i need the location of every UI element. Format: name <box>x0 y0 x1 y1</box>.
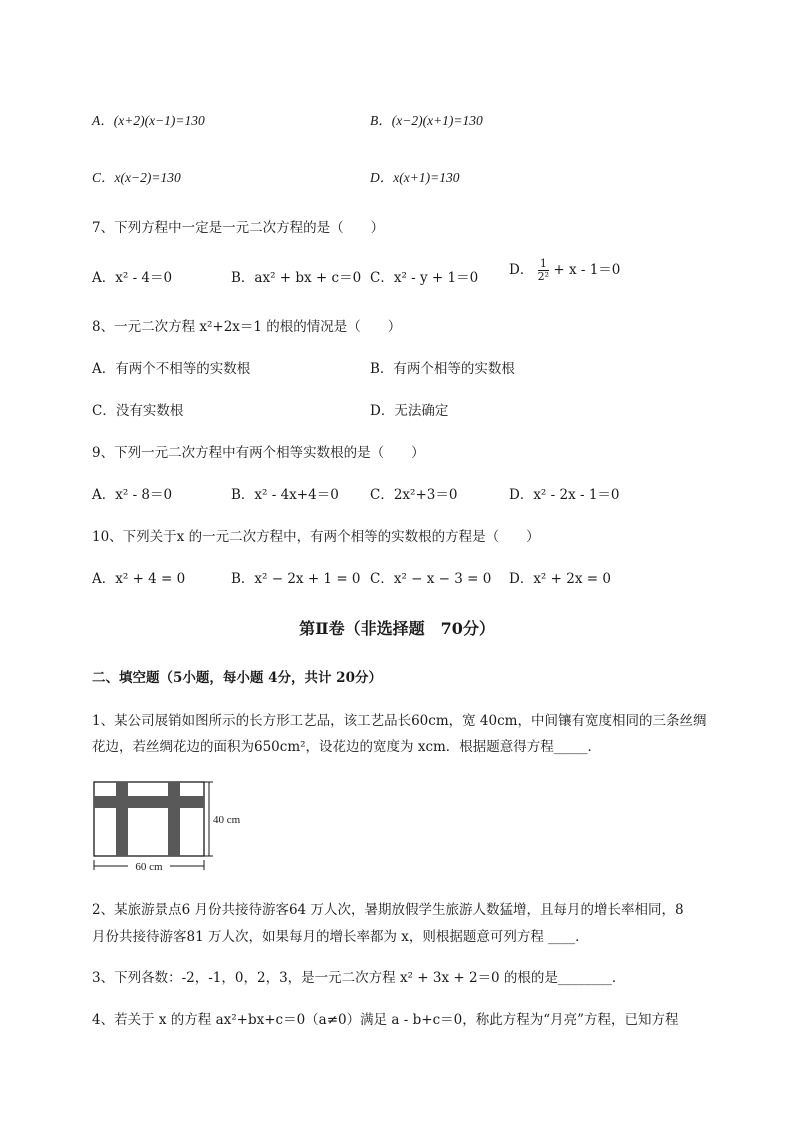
horizontal-strip <box>94 796 204 808</box>
q7-fraction-numerator: 1 <box>538 258 549 271</box>
q9-stem: 9、下列一元二次方程中有两个相等实数根的是（ ） <box>92 445 425 461</box>
q10-option-c: C．x² − x − 3 = 0 <box>370 571 492 587</box>
q10-option-d: D．x² + 2x = 0 <box>509 571 611 587</box>
q8-option-d: D．无法确定 <box>370 403 449 419</box>
q7-option-a: A．x² - 4＝0 <box>92 270 173 286</box>
q10-option-a: A．x² + 4 = 0 <box>92 571 186 587</box>
q8-option-a: A．有两个不相等的实数根 <box>92 361 251 377</box>
craft-outline <box>94 782 204 856</box>
height-label: 40 cm <box>213 814 241 826</box>
q7-option-d <box>509 258 620 283</box>
fill4-line1: 4、若关于 x 的方程 ax²+bx+c＝0（a≠0）满足 a - b+c＝0，称此方程为“月亮”方程，已知方程 <box>92 1012 679 1028</box>
vertical-strip-left <box>116 782 128 856</box>
fill2-line1: 2、某旅游景点6 月份共接待游客64 万人次，暑期放假学生旅游人数猛增，且每月的增长率相同，8 <box>92 902 684 918</box>
q7-option-d-suffix: + x - 1＝0 <box>553 262 621 278</box>
q9-option-a: A．x² - 8＝0 <box>92 487 173 503</box>
fill2-line2: 月份共接待游客81 万人次，如果每月的增长率都为 x，则根据题意可列方程 ____． <box>92 929 589 945</box>
section-two-heading: 二、填空题（5小题，每小题 4分，共计 20分） <box>92 670 382 686</box>
q6-option-c: C．x(x−2)=130 <box>92 170 181 185</box>
q8-stem: 8、一元二次方程 x²+2x＝1 的根的情况是（ ） <box>92 319 402 335</box>
q9-option-b: B．x² - 4x+4＝0 <box>231 487 339 503</box>
q10-stem: 10、下列关于x 的一元二次方程中，有两个相等的实数根的方程是（ ） <box>92 529 540 545</box>
q8-option-c: C．没有实数根 <box>92 403 184 419</box>
q9-option-d: D．x² - 2x - 1＝0 <box>509 487 620 503</box>
q8-option-b: B．有两个相等的实数根 <box>370 361 515 377</box>
fill1-line2: 花边，若丝绸花边的面积为650cm²，设花边的宽度为 xcm．根据题意得方程_____． <box>92 739 602 755</box>
width-label: 60 cm <box>135 861 163 872</box>
q9-option-c: C．2x²+3＝0 <box>370 487 458 503</box>
part-two-title: 第Ⅱ卷（非选择题 70分） <box>299 619 495 638</box>
q7-option-b: B．ax² + bx + c＝0 <box>231 270 362 286</box>
q10-option-b: B．x² − 2x + 1 = 0 <box>231 571 361 587</box>
q7-option-d-prefix: D． <box>509 262 534 278</box>
q7-option-d-fraction <box>538 258 549 283</box>
fill3-line1: 3、下列各数：-2，-1，0，2，3，是一元二次方程 x² + 3x + 2＝0 的根的是________． <box>92 970 626 986</box>
q6-option-b: B．(x−2)(x+1)=130 <box>370 113 483 128</box>
q6-option-a: A．(x+2)(x−1)=130 <box>92 113 205 128</box>
fill1-line1: 1、某公司展销如图所示的长方形工艺品，该工艺品长60cm，宽 40cm，中间镶有宽度相同的三条丝绸 <box>92 713 707 729</box>
craft-figure-svg <box>92 780 262 872</box>
q7-stem: 7、下列方程中一定是一元二次方程的是（ ） <box>92 220 385 236</box>
craft-figure <box>92 780 262 876</box>
vertical-strip-right <box>168 782 180 856</box>
q7-option-c: C．x² - y + 1＝0 <box>370 270 479 286</box>
q6-option-d: D．x(x+1)=130 <box>370 170 460 185</box>
q7-fraction-denominator: 2² <box>537 270 550 283</box>
